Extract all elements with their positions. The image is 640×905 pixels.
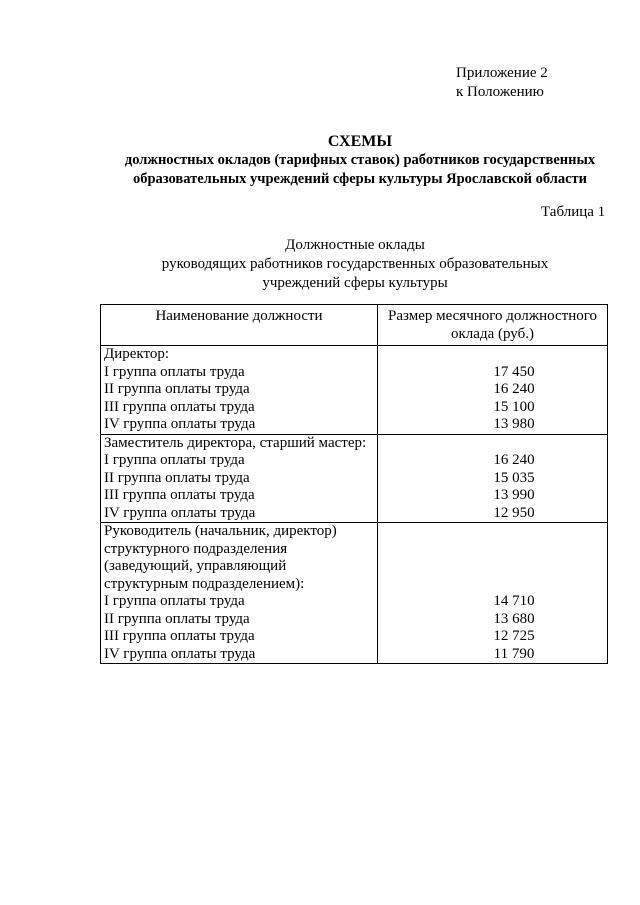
pay-group-label: I группа оплаты труда: [104, 452, 245, 468]
salary-value: 12 725: [493, 628, 535, 644]
pay-group-label: I группа оплаты труда: [104, 593, 245, 609]
salary-value: 12 950: [493, 504, 535, 521]
title-subtitle-line-2: образовательных учреждений сферы культуры Ярославской области: [132, 171, 588, 187]
salary-value: 17 450: [493, 363, 535, 380]
header-salary-line-2: оклада (руб.): [451, 325, 534, 342]
salary-value: 15 100: [493, 398, 535, 415]
appendix-line-1: Приложение 2: [456, 65, 548, 81]
salary-table: [100, 304, 608, 664]
document-title: [80, 132, 640, 189]
pay-group-label: III группа оплаты труда: [104, 487, 255, 503]
pay-group-label: II группа оплаты труда: [104, 381, 250, 397]
title-subtitle-line-1: должностных окладов (тарифных ставок) работников государственных: [124, 152, 596, 168]
section-title: (заведующий, управляющий: [104, 558, 287, 574]
salary-value: 16 240: [493, 381, 535, 397]
pay-group-label: III группа оплаты труда: [104, 628, 255, 644]
salary-value: 13 680: [493, 610, 535, 627]
pay-group-label: IV группа оплаты труда: [104, 504, 256, 521]
section-title: структурным подразделением):: [104, 575, 305, 592]
header-position-name: [101, 305, 378, 346]
pay-group-label: IV группа оплаты труда: [104, 645, 256, 662]
salary-value: 14 710: [493, 593, 535, 609]
salary-value: 15 035: [493, 469, 535, 486]
pay-group-label: I группа оплаты труда: [104, 363, 245, 380]
salary-value: 11 790: [493, 645, 535, 662]
appendix-line-2: к Положению: [456, 84, 544, 100]
salary-cell: [378, 523, 608, 664]
pay-group-label: II группа оплаты труда: [104, 610, 250, 627]
section-title: Заместитель директора, старший мастер:: [104, 434, 367, 451]
section-title: Директор:: [104, 346, 170, 362]
table-caption-line-3: учреждений сферы культуры: [262, 275, 448, 291]
pay-group-label: IV группа оплаты труда: [104, 416, 256, 432]
table-header-row: [101, 305, 608, 346]
table-row: [101, 346, 608, 435]
salary-value: 13 990: [493, 487, 535, 503]
table-caption-line-1: Должностные оклады: [285, 237, 425, 253]
section-title: структурного подразделения: [104, 540, 288, 557]
appendix-reference: [456, 64, 548, 102]
position-cell: [101, 523, 378, 664]
salary-cell: [378, 346, 608, 435]
salary-value: 16 240: [493, 452, 535, 468]
pay-group-label: III группа оплаты труда: [104, 398, 255, 415]
position-cell: [101, 346, 378, 435]
table-number-label: Таблица 1: [541, 204, 606, 220]
header-position-name-text: Наименование должности: [155, 308, 323, 324]
section-title: Руководитель (начальник, директор): [104, 523, 337, 539]
table-row: [101, 523, 608, 664]
position-cell: [101, 434, 378, 523]
table-row: [101, 434, 608, 523]
salary-value: 13 980: [493, 416, 535, 432]
header-salary-size: [378, 305, 608, 346]
table-caption-line-2: руководящих работников государственных образовательных: [161, 256, 549, 272]
header-salary-line-1: Размер месячного должностного: [388, 308, 597, 324]
salary-cell: [378, 434, 608, 523]
table-caption: [100, 236, 610, 293]
title-heading: СХЕМЫ: [327, 133, 393, 150]
pay-group-label: II группа оплаты труда: [104, 469, 250, 486]
